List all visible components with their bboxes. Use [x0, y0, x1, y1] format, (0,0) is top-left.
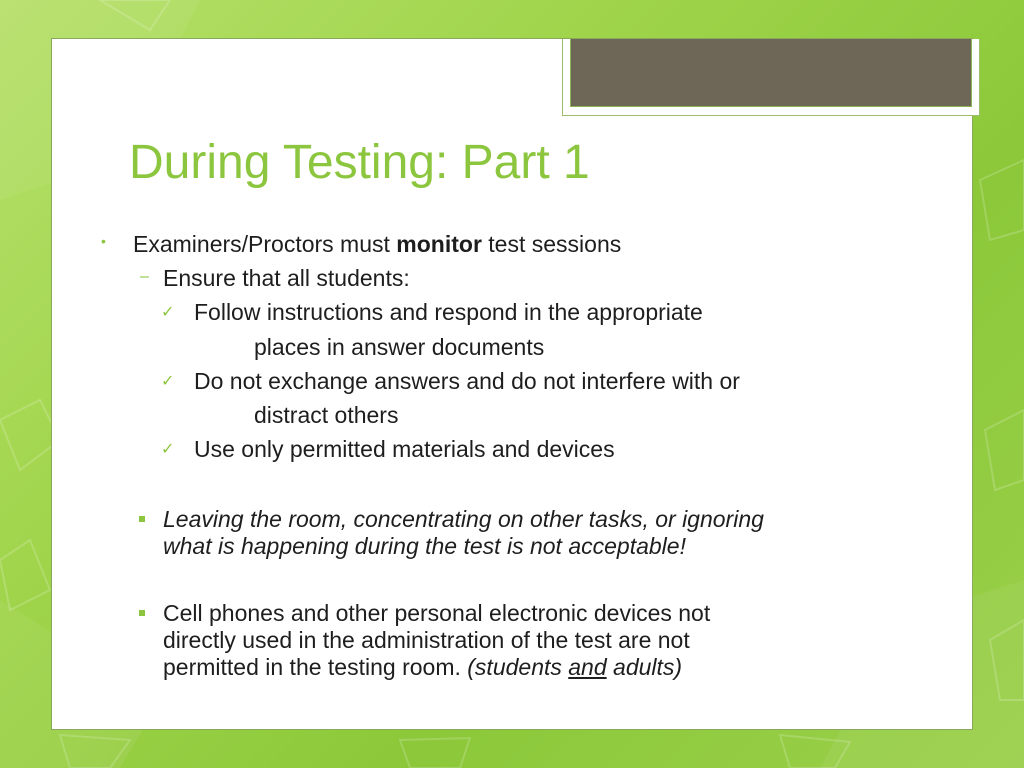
square-bullet-icon [139, 516, 145, 522]
bullet-text-bold: monitor [396, 231, 482, 257]
header-photo-placeholder [570, 39, 972, 107]
note-phones-underlined-and: and [568, 654, 607, 680]
check-item-1-line1: Follow instructions and respond in the appropriate [194, 299, 703, 325]
square-bullet-icon [139, 610, 145, 616]
check-icon: ✓ [161, 373, 175, 390]
check-icon: ✓ [161, 304, 175, 321]
note-phones-line3 [163, 653, 682, 681]
check-item-2-line1: Do not exchange answers and do not interfere with or [194, 368, 740, 394]
note-phones-line2: directly used in the administration of the test are not [163, 627, 690, 653]
bullet-marker: • [101, 233, 106, 249]
check-item-3-line1: Use only permitted materials and devices [194, 436, 615, 462]
note-phones-line1: Cell phones and other personal electronic devices not [163, 600, 711, 626]
dash-marker: – [140, 268, 149, 285]
header-photo-frame [562, 39, 980, 116]
slide-title: During Testing: Part 1 [129, 136, 590, 189]
sub-bullet-ensure: Ensure that all students: [163, 265, 410, 291]
note-phones-italic-a: (students [467, 654, 569, 680]
note-italic-line1: Leaving the room, concentrating on other tasks, or ignoring [163, 506, 764, 532]
note-phones-italic-b: adults) [606, 654, 683, 680]
check-item-1-line2: places in answer documents [254, 334, 545, 360]
check-icon: ✓ [161, 441, 175, 458]
note-italic-line2: what is happening during the test is not acceptable! [163, 533, 686, 559]
bullet-text-pre: Examiners/Proctors must [133, 231, 397, 257]
bullet-text-post: test sessions [481, 231, 622, 257]
check-item-2-line2: distract others [254, 402, 399, 428]
note-phones-line3-pre: permitted in the testing room. [163, 654, 468, 680]
bullet-examiners-monitor [133, 230, 621, 258]
